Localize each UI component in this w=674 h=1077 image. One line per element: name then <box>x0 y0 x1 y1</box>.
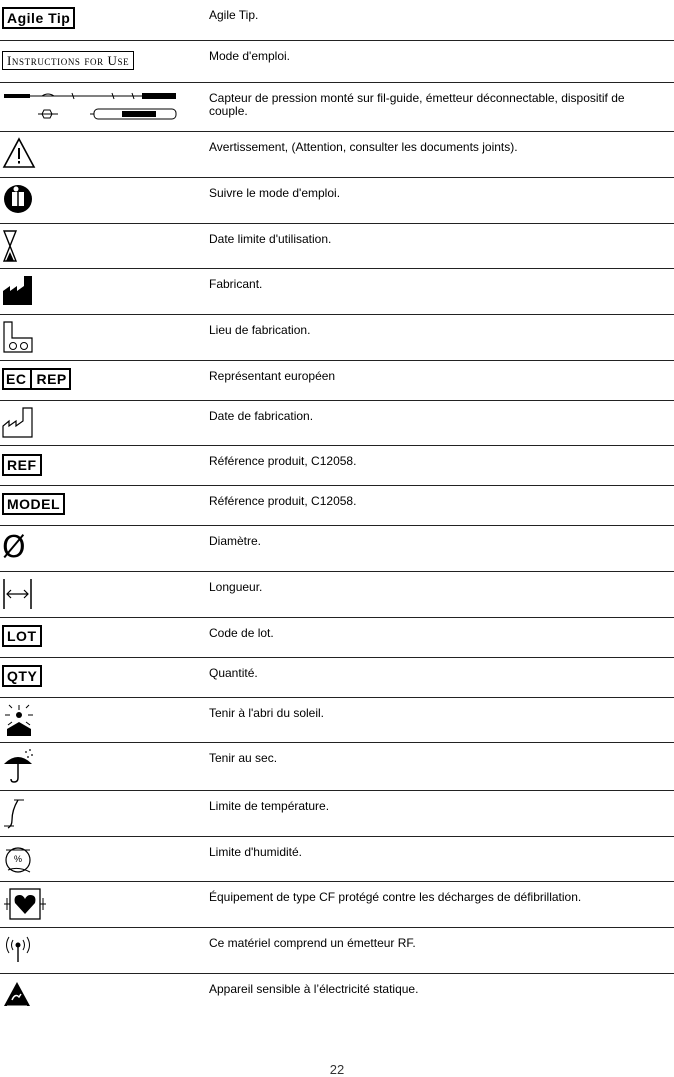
diameter-icon <box>2 530 26 565</box>
page-number: 22 <box>329 1062 345 1077</box>
table-row <box>0 83 674 132</box>
temperature-limit-icon <box>2 796 26 835</box>
table-row <box>0 224 674 269</box>
ref-label <box>2 454 42 476</box>
symbol-description: Limite de température. <box>209 799 330 813</box>
warning-triangle-icon <box>2 137 36 174</box>
table-row <box>0 526 674 572</box>
follow-instructions-icon <box>2 183 34 220</box>
table-row <box>0 837 674 882</box>
table-row <box>0 178 674 224</box>
table-row <box>0 882 674 928</box>
symbol-description: Agile Tip. <box>209 8 259 22</box>
instructions-for-use-label <box>2 51 134 70</box>
symbol-description: Tenir au sec. <box>209 751 278 765</box>
table-row <box>0 446 674 486</box>
symbol-description: Diamètre. <box>209 534 262 548</box>
symbol-description: Fabricant. <box>209 277 263 291</box>
symbol-description: Capteur de pression monté sur fil-guide, émetteur déconnectable, dispositif de couple. <box>209 91 625 118</box>
symbol-description: Date limite d'utilisation. <box>209 232 332 246</box>
model-label <box>2 493 65 515</box>
symbol-description: Référence produit, C12058. <box>209 494 357 508</box>
table-row <box>0 572 674 618</box>
agile-tip-label <box>2 7 75 29</box>
lot-text: LOT <box>2 625 42 647</box>
table-row <box>0 0 674 41</box>
symbol-description: Référence produit, C12058. <box>209 454 357 468</box>
symbol-description: Quantité. <box>209 666 258 680</box>
ec-text: EC <box>6 371 27 387</box>
qty-text: QTY <box>2 665 42 687</box>
device-components-icon <box>2 87 178 126</box>
manufacturing-site-icon <box>2 320 34 359</box>
symbol-description: Appareil sensible à l’électricité statique. <box>209 982 419 996</box>
table-row <box>0 361 674 401</box>
symbol-description: Équipement de type CF protégé contre les décharges de défibrillation. <box>209 890 582 904</box>
symbol-description: Longueur. <box>209 580 263 594</box>
symbol-description: Code de lot. <box>209 626 274 640</box>
lot-label <box>2 625 42 647</box>
symbol-description: Mode d'emploi. <box>209 49 290 63</box>
length-icon <box>2 577 34 616</box>
hourglass-icon <box>2 229 18 268</box>
table-row <box>0 743 674 791</box>
symbol-description: Représentant européen <box>209 369 336 383</box>
esd-sensitive-icon <box>2 979 32 1014</box>
rep-text: REP <box>36 371 67 387</box>
qty-label <box>2 665 42 687</box>
symbol-description: Ce matériel comprend un émetteur RF. <box>209 936 416 950</box>
humidity-limit-icon <box>2 842 36 886</box>
keep-dry-icon <box>2 748 36 789</box>
symbol-description: Lieu de fabrication. <box>209 323 311 337</box>
symbol-description: Tenir à l'abri du soleil. <box>209 706 325 720</box>
cf-defibrillation-icon <box>2 887 48 926</box>
instructions-for-use-symbol-text: Instructions for Use <box>2 51 134 70</box>
keep-from-sunlight-icon <box>2 703 36 742</box>
table-row <box>0 486 674 526</box>
diameter-symbol-text: Ø <box>2 530 26 565</box>
rf-emitter-icon <box>2 933 34 970</box>
symbol-description: Avertissement, (Attention, consulter les documents joints). <box>209 140 518 154</box>
symbol-description: Date de fabrication. <box>209 409 314 423</box>
agile-tip-symbol-text: Agile Tip <box>2 7 75 29</box>
table-row <box>0 132 674 178</box>
manufacture-date-icon <box>2 406 34 443</box>
table-row <box>0 41 674 83</box>
manufacturer-icon <box>2 274 34 311</box>
symbol-description: Limite d'humidité. <box>209 845 302 859</box>
ec-rep-label <box>2 368 71 390</box>
table-row <box>0 974 674 1020</box>
table-row <box>0 315 674 361</box>
ref-text: REF <box>2 454 42 476</box>
table-row <box>0 269 674 315</box>
humidity-percent-text: % <box>13 854 22 864</box>
model-text: MODEL <box>2 493 65 515</box>
table-row <box>0 698 674 743</box>
table-row <box>0 928 674 974</box>
table-row <box>0 658 674 698</box>
table-row <box>0 618 674 658</box>
symbol-description: Suivre le mode d'emploi. <box>209 186 341 200</box>
table-row <box>0 401 674 446</box>
table-row <box>0 791 674 837</box>
